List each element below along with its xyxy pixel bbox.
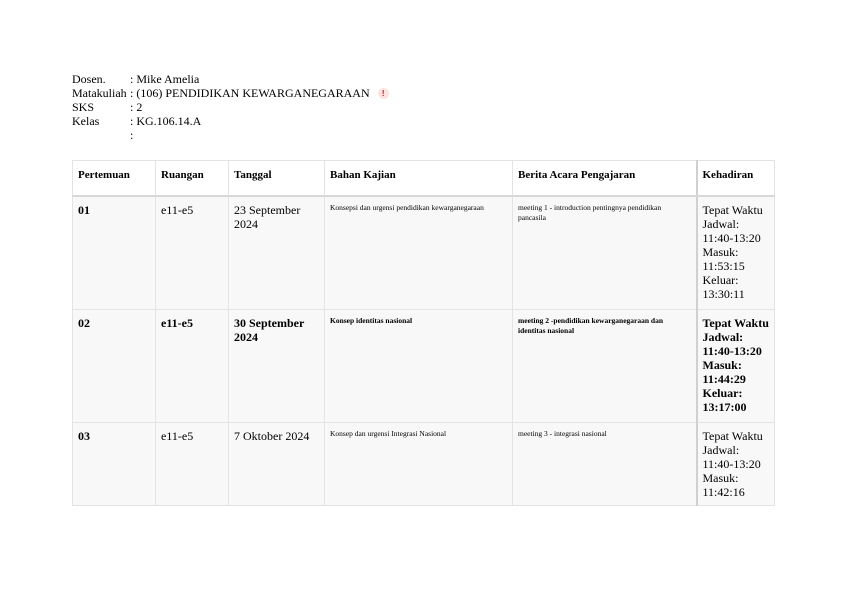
col-header-pertemuan: Pertemuan <box>73 161 156 197</box>
extra-label <box>72 128 130 142</box>
kehadiran-status: Tepat Waktu <box>702 429 763 443</box>
cell-ruangan: e11-e5 <box>156 423 229 506</box>
dosen-value: : Mike Amelia <box>130 72 200 86</box>
cell-pertemuan: 02 <box>73 310 156 423</box>
kehadiran-masuk-label: Masuk: <box>702 358 742 372</box>
col-header-kehadiran: Kehadiran <box>697 161 775 197</box>
kehadiran-masuk-label: Masuk: <box>702 245 739 259</box>
cell-pertemuan: 03 <box>73 423 156 506</box>
col-header-ruangan: Ruangan <box>156 161 229 197</box>
kehadiran-jadwal-label: Jadwal: <box>702 443 740 457</box>
course-header <box>72 72 389 142</box>
table-row <box>73 423 775 506</box>
cell-tanggal: 23 September 2024 <box>229 196 325 310</box>
kehadiran-keluar-label: Keluar: <box>702 386 743 400</box>
kehadiran-jadwal-label: Jadwal: <box>702 330 744 344</box>
table-header-row <box>73 161 775 197</box>
dosen-label: Dosen. <box>72 72 106 86</box>
kehadiran-jadwal-value: 11:40-13:20 <box>702 457 761 471</box>
cell-berita-acara: meeting 2 -pendidikan kewarganegaraan dan identitas nasional <box>513 310 697 423</box>
col-header-berita-acara: Berita Acara Pengajaran <box>513 161 697 197</box>
sks-label: SKS <box>72 100 95 114</box>
kelas-row <box>72 114 389 128</box>
kehadiran-keluar-value: 13:30:11 <box>702 287 745 301</box>
kelas-label: Kelas <box>72 114 100 128</box>
cell-tanggal: 7 Oktober 2024 <box>229 423 325 506</box>
sks-value: : 2 <box>130 100 143 114</box>
kehadiran-masuk-value: 11:53:15 <box>702 259 745 273</box>
attendance-table <box>72 160 775 506</box>
kehadiran-status: Tepat Waktu <box>702 203 763 217</box>
extra-value: : <box>130 128 134 142</box>
table-row <box>73 310 775 423</box>
cell-bahan-kajian: Konsepsi dan urgensi pendidikan kewarganegaraan <box>325 196 513 310</box>
table-row <box>73 196 775 310</box>
matakuliah-row <box>72 86 389 100</box>
sks-row <box>72 100 389 114</box>
kehadiran-masuk-value: 11:42:16 <box>702 485 745 499</box>
cell-ruangan: e11-e5 <box>156 310 229 423</box>
cell-pertemuan: 01 <box>73 196 156 310</box>
kehadiran-masuk-value: 11:44:29 <box>702 372 746 386</box>
cell-bahan-kajian: Konsep identitas nasional <box>325 310 513 423</box>
cell-bahan-kajian: Konsep dan urgensi Integrasi Nasional <box>325 423 513 506</box>
kehadiran-keluar-value: 13:17:00 <box>702 400 747 414</box>
cell-berita-acara: meeting 3 - integrasi nasional <box>513 423 697 506</box>
matakuliah-label: Matakuliah <box>72 86 127 100</box>
kehadiran-jadwal-value: 11:40-13:20 <box>702 344 762 358</box>
cell-kehadiran <box>697 196 775 310</box>
kehadiran-jadwal-value: 11:40-13:20 <box>702 231 761 245</box>
cell-kehadiran <box>697 423 775 506</box>
kehadiran-status: Tepat Waktu <box>702 316 769 330</box>
kelas-value: : KG.106.14.A <box>130 114 202 128</box>
cell-ruangan: e11-e5 <box>156 196 229 310</box>
attendance-table-wrapper <box>72 160 774 506</box>
matakuliah-value-wrap <box>130 86 389 100</box>
cell-kehadiran <box>697 310 775 423</box>
kehadiran-jadwal-label: Jadwal: <box>702 217 740 231</box>
extra-row <box>72 128 389 142</box>
warning-icon[interactable]: ! <box>378 88 389 99</box>
matakuliah-value: : (106) PENDIDIKAN KEWARGANEGARAAN <box>130 86 370 100</box>
kehadiran-masuk-label: Masuk: <box>702 471 739 485</box>
cell-tanggal: 30 September 2024 <box>229 310 325 423</box>
col-header-tanggal: Tanggal <box>229 161 325 197</box>
dosen-row <box>72 72 389 86</box>
cell-berita-acara: meeting 1 - introduction pentingnya pendidikan pancasila <box>513 196 697 310</box>
kehadiran-keluar-label: Keluar: <box>702 273 739 287</box>
col-header-bahan-kajian: Bahan Kajian <box>325 161 513 197</box>
